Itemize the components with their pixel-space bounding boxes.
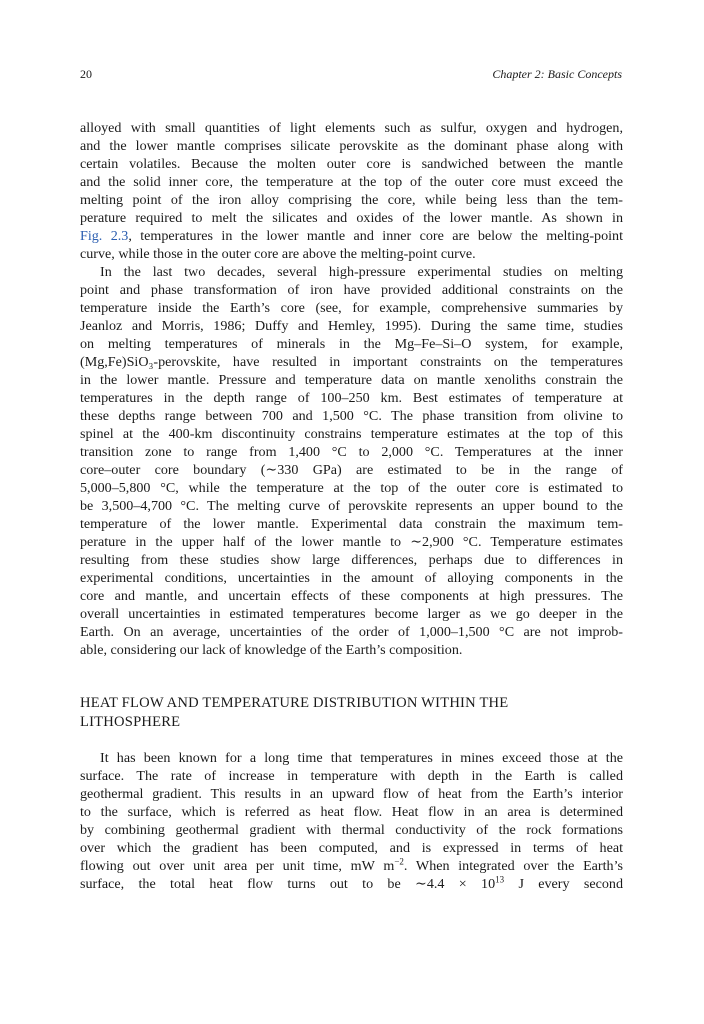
text-fragment: . When integrated over the Earth’s — [403, 858, 623, 874]
text-line: 5,000–5,800 °C, while the temperature at the top of the outer core is estimated to — [80, 480, 623, 496]
text-line: transition zone to range from 1,400 °C to 2,000 °C. Temperatures at the inner — [80, 444, 623, 460]
section-heading-line: HEAT FLOW AND TEMPERATURE DISTRIBUTION WITHIN THE — [80, 695, 509, 711]
text-line: experimental conditions, uncertainties in the amount of alloying components in the — [80, 570, 623, 586]
text-line: over which the gradient has been computed, and is expressed in terms of heat — [80, 840, 623, 856]
page-number: 20 — [80, 67, 92, 81]
text-fragment: J every second — [504, 876, 623, 892]
text-line: core and mantle, and uncertain effects of these components at high pressures. The — [80, 588, 623, 604]
section-heading — [80, 694, 623, 732]
text-line: In the last two decades, several high-pressure experimental studies on melting — [100, 264, 623, 280]
text-fragment: , temperatures in the lower mantle and inner core are below the melting-point — [128, 228, 623, 244]
text-line: It has been known for a long time that temperatures in mines exceed those at the — [100, 750, 623, 766]
text-line: and the solid inner core, the temperature at the top of the outer core must exceed the — [80, 174, 623, 190]
text-line: on melting temperatures of minerals in the Mg–Fe–Si–O system, for example, — [80, 336, 623, 352]
text-line: resulting from these studies show large differences, perhaps due to differences in — [80, 552, 623, 568]
text-line: spinel at the 400-km discontinuity constrains temperature estimates at the top of this — [80, 426, 623, 442]
text-line: temperatures in the depth range of 100–250 km. Best estimates of temperature at — [80, 390, 623, 406]
section-heading-line: LITHOSPHERE — [80, 714, 181, 730]
figure-link[interactable]: Fig. 2.3 — [80, 228, 129, 244]
text-line: core–outer core boundary (∼330 GPa) are estimated to be in the range of — [80, 462, 623, 478]
text-line: geothermal gradient. This results in an upward flow of heat from the Earth’s interior — [80, 786, 623, 802]
text-fragment: flowing out over unit area per unit time, mW m — [80, 858, 395, 874]
text-line: perature required to melt the silicates and oxides of the lower mantle. As shown in — [80, 210, 623, 226]
superscript: 13 — [495, 874, 505, 885]
text-line: by combining geothermal gradient with thermal conductivity of the rock formations — [80, 822, 623, 838]
text-line: in the lower mantle. Pressure and temperature data on mantle xenoliths constrain the — [80, 372, 623, 388]
text-line — [80, 227, 623, 245]
body-text — [80, 119, 623, 659]
text-line: surface. The rate of increase in temperature with depth in the Earth is called — [80, 768, 623, 784]
text-line: perature in the upper half of the lower mantle to ∼2,900 °C. Temperature estimates — [80, 534, 623, 550]
text-line: (Mg,Fe)SiO₃-perovskite, have resulted in important constraints on the temperatures — [80, 354, 623, 370]
running-head: Chapter 2: Basic Concepts — [492, 67, 622, 81]
text-line: Earth. On an average, uncertainties of the order of 1,000–1,500 °C are not improb- — [80, 624, 623, 640]
text-line: curve, while those in the outer core are above the melting-point curve. — [80, 246, 476, 262]
body-text — [80, 749, 623, 893]
text-line: temperature inside the Earth’s core (see, for example, comprehensive summaries by — [80, 300, 623, 316]
text-line: Jeanloz and Morris, 1986; Duffy and Hemley, 1995). During the same time, studies — [80, 318, 623, 334]
text-line: temperature of the lower mantle. Experimental data constrain the maximum tem- — [80, 516, 623, 532]
text-line: overall uncertainties in estimated temperatures become larger as we go deeper in the — [80, 606, 623, 622]
text-line: and the lower mantle comprises silicate perovskite as the dominant phase along with — [80, 138, 623, 154]
text-line: point and phase transformation of iron have provided additional constraints on the — [80, 282, 623, 298]
text-line: these depths range between 700 and 1,500 °C. The phase transition from olivine to — [80, 408, 623, 424]
text-line: to the surface, which is referred as heat flow. Heat flow in an area is determined — [80, 804, 623, 820]
superscript: −2 — [394, 856, 404, 867]
text-line: certain volatiles. Because the molten outer core is sandwiched between the mantle — [80, 156, 623, 172]
text-line — [80, 875, 623, 893]
text-line: able, considering our lack of knowledge of the Earth’s composition. — [80, 642, 463, 658]
text-fragment: surface, the total heat flow turns out to be ∼4.4 × 10 — [80, 876, 496, 892]
text-line: be 3,500–4,700 °C. The melting curve of perovskite represents an upper bound to the — [80, 498, 623, 514]
text-line: alloyed with small quantities of light elements such as sulfur, oxygen and hydrogen, — [80, 120, 623, 136]
text-line: melting point of the iron alloy comprising the core, while being less than the tem- — [80, 192, 623, 208]
text-line — [80, 857, 623, 875]
